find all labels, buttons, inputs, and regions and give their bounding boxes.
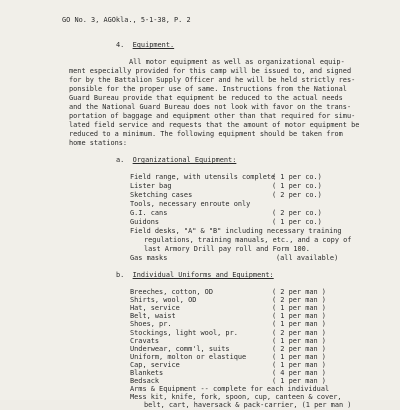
paragraph-line: Guard Bureau provide that equipment be reduced to the actual needs bbox=[69, 94, 343, 102]
org-item-name: Field desks, "A" & "B" including necessary training bbox=[130, 227, 342, 235]
indiv-footer-line: Arms & Equipment -- complete for each individual bbox=[130, 385, 330, 394]
indiv-item-name: Stockings, light wool, pr. bbox=[130, 328, 238, 337]
org-item-name: regulations, training manuals, etc., and a copy of bbox=[144, 236, 352, 244]
document-header: GO No. 3, AGOkla., 5-1-38, P. 2 bbox=[62, 16, 191, 24]
paragraph-line: home stations: bbox=[69, 139, 128, 147]
org-item-name: G.I. cans bbox=[130, 209, 168, 217]
indiv-item-qty: ( 1 per man ) bbox=[272, 304, 326, 313]
paragraph-line: and the National Guard Bureau does not look with favor on the trans- bbox=[69, 103, 352, 111]
indiv-footer-line: belt, cart, haversack & pack-carrier, (1 per man ) bbox=[144, 401, 352, 410]
indiv-item-name: Belt, waist bbox=[130, 312, 176, 321]
indiv-item-name: Breeches, cotton, OD bbox=[130, 288, 213, 296]
subsection-a-title: Organizational Equipment: bbox=[132, 156, 237, 164]
org-item-name: Guidons bbox=[130, 218, 160, 226]
paragraph-line: lated field service and requests that the amount of motor equipment be bbox=[69, 121, 360, 129]
paragraph-line: for by the Battalion Supply Officer and he will be held strictly res- bbox=[69, 76, 356, 84]
org-item-name: Lister bag bbox=[130, 182, 172, 190]
org-item-name: Tools, necessary enroute only bbox=[130, 200, 251, 208]
indiv-item-name: Shirts, wool, OD bbox=[130, 296, 197, 305]
indiv-item-name: Hat, service bbox=[130, 304, 180, 313]
subsection-a-label: a. bbox=[116, 156, 125, 164]
indiv-item-name: Blankets bbox=[130, 369, 164, 377]
subsection-b-title: Individual Uniforms and Equipment: bbox=[132, 271, 274, 279]
indiv-item-qty: ( 1 per man ) bbox=[272, 312, 326, 321]
org-item-qty: ( 2 per co.) bbox=[272, 209, 322, 217]
paragraph-line: All motor equipment as well as organizational equip- bbox=[129, 58, 345, 66]
indiv-item-qty: ( 4 per man ) bbox=[272, 369, 326, 377]
org-item-qty: (all available) bbox=[276, 254, 339, 262]
paragraph-line: reduced to a minimum. The following equipment should be taken from bbox=[69, 130, 343, 138]
paragraph-line: ment especially provided for this camp will be issued to, and signed bbox=[69, 67, 352, 75]
indiv-footer-line: Mess kit, knife, fork, spoon, cup, canteen & cover, bbox=[130, 393, 342, 402]
section-number: 4. bbox=[116, 41, 125, 49]
section-title: Equipment. bbox=[132, 41, 175, 49]
indiv-item-qty: ( 2 per man ) bbox=[272, 288, 326, 296]
indiv-item-name: Cap, service bbox=[130, 360, 180, 369]
org-item-qty: ( 1 per co.) bbox=[272, 173, 322, 181]
org-item-name: Sketching cases bbox=[130, 191, 193, 199]
section-heading bbox=[116, 41, 174, 50]
paragraph-line: ponsible for the proper use of same. Instructions from the National bbox=[69, 85, 347, 93]
indiv-item-qty: ( 1 per man ) bbox=[272, 377, 326, 386]
org-item-name: last Armory Drill pay roll and Form 100. bbox=[144, 245, 310, 253]
indiv-item-name: Underwear, comm'l, suits bbox=[130, 344, 230, 353]
org-item-qty: ( 2 per co.) bbox=[272, 191, 322, 199]
indiv-item-qty: ( 1 per man ) bbox=[272, 352, 326, 361]
indiv-item-qty: ( 1 per man ) bbox=[272, 320, 326, 329]
indiv-item-name: Shoes, pr. bbox=[130, 320, 172, 329]
indiv-item-name: Uniform, molton or elastique bbox=[130, 352, 247, 361]
indiv-item-qty: ( 1 per man ) bbox=[272, 336, 326, 345]
org-item-name: Field range, with utensils complete bbox=[130, 173, 276, 181]
indiv-item-qty: ( 2 per man ) bbox=[272, 344, 326, 353]
indiv-item-qty: ( 2 per man ) bbox=[272, 296, 326, 305]
indiv-item-qty: ( 1 per man ) bbox=[272, 360, 326, 369]
subsection-b-label: b. bbox=[116, 271, 125, 279]
indiv-item-name: Bedsack bbox=[130, 377, 160, 386]
org-item-qty: ( 1 per co.) bbox=[272, 218, 322, 226]
subsection-a-heading bbox=[116, 156, 236, 165]
org-item-qty: ( 1 per co.) bbox=[272, 182, 322, 190]
org-item-name: Gas masks bbox=[130, 254, 168, 262]
indiv-item-qty: ( 2 per man ) bbox=[272, 328, 326, 337]
subsection-b-heading bbox=[116, 271, 274, 280]
paragraph-line: portation of baggage and equipment other than that required for simu- bbox=[69, 112, 356, 120]
indiv-item-name: Cravats bbox=[130, 336, 160, 345]
